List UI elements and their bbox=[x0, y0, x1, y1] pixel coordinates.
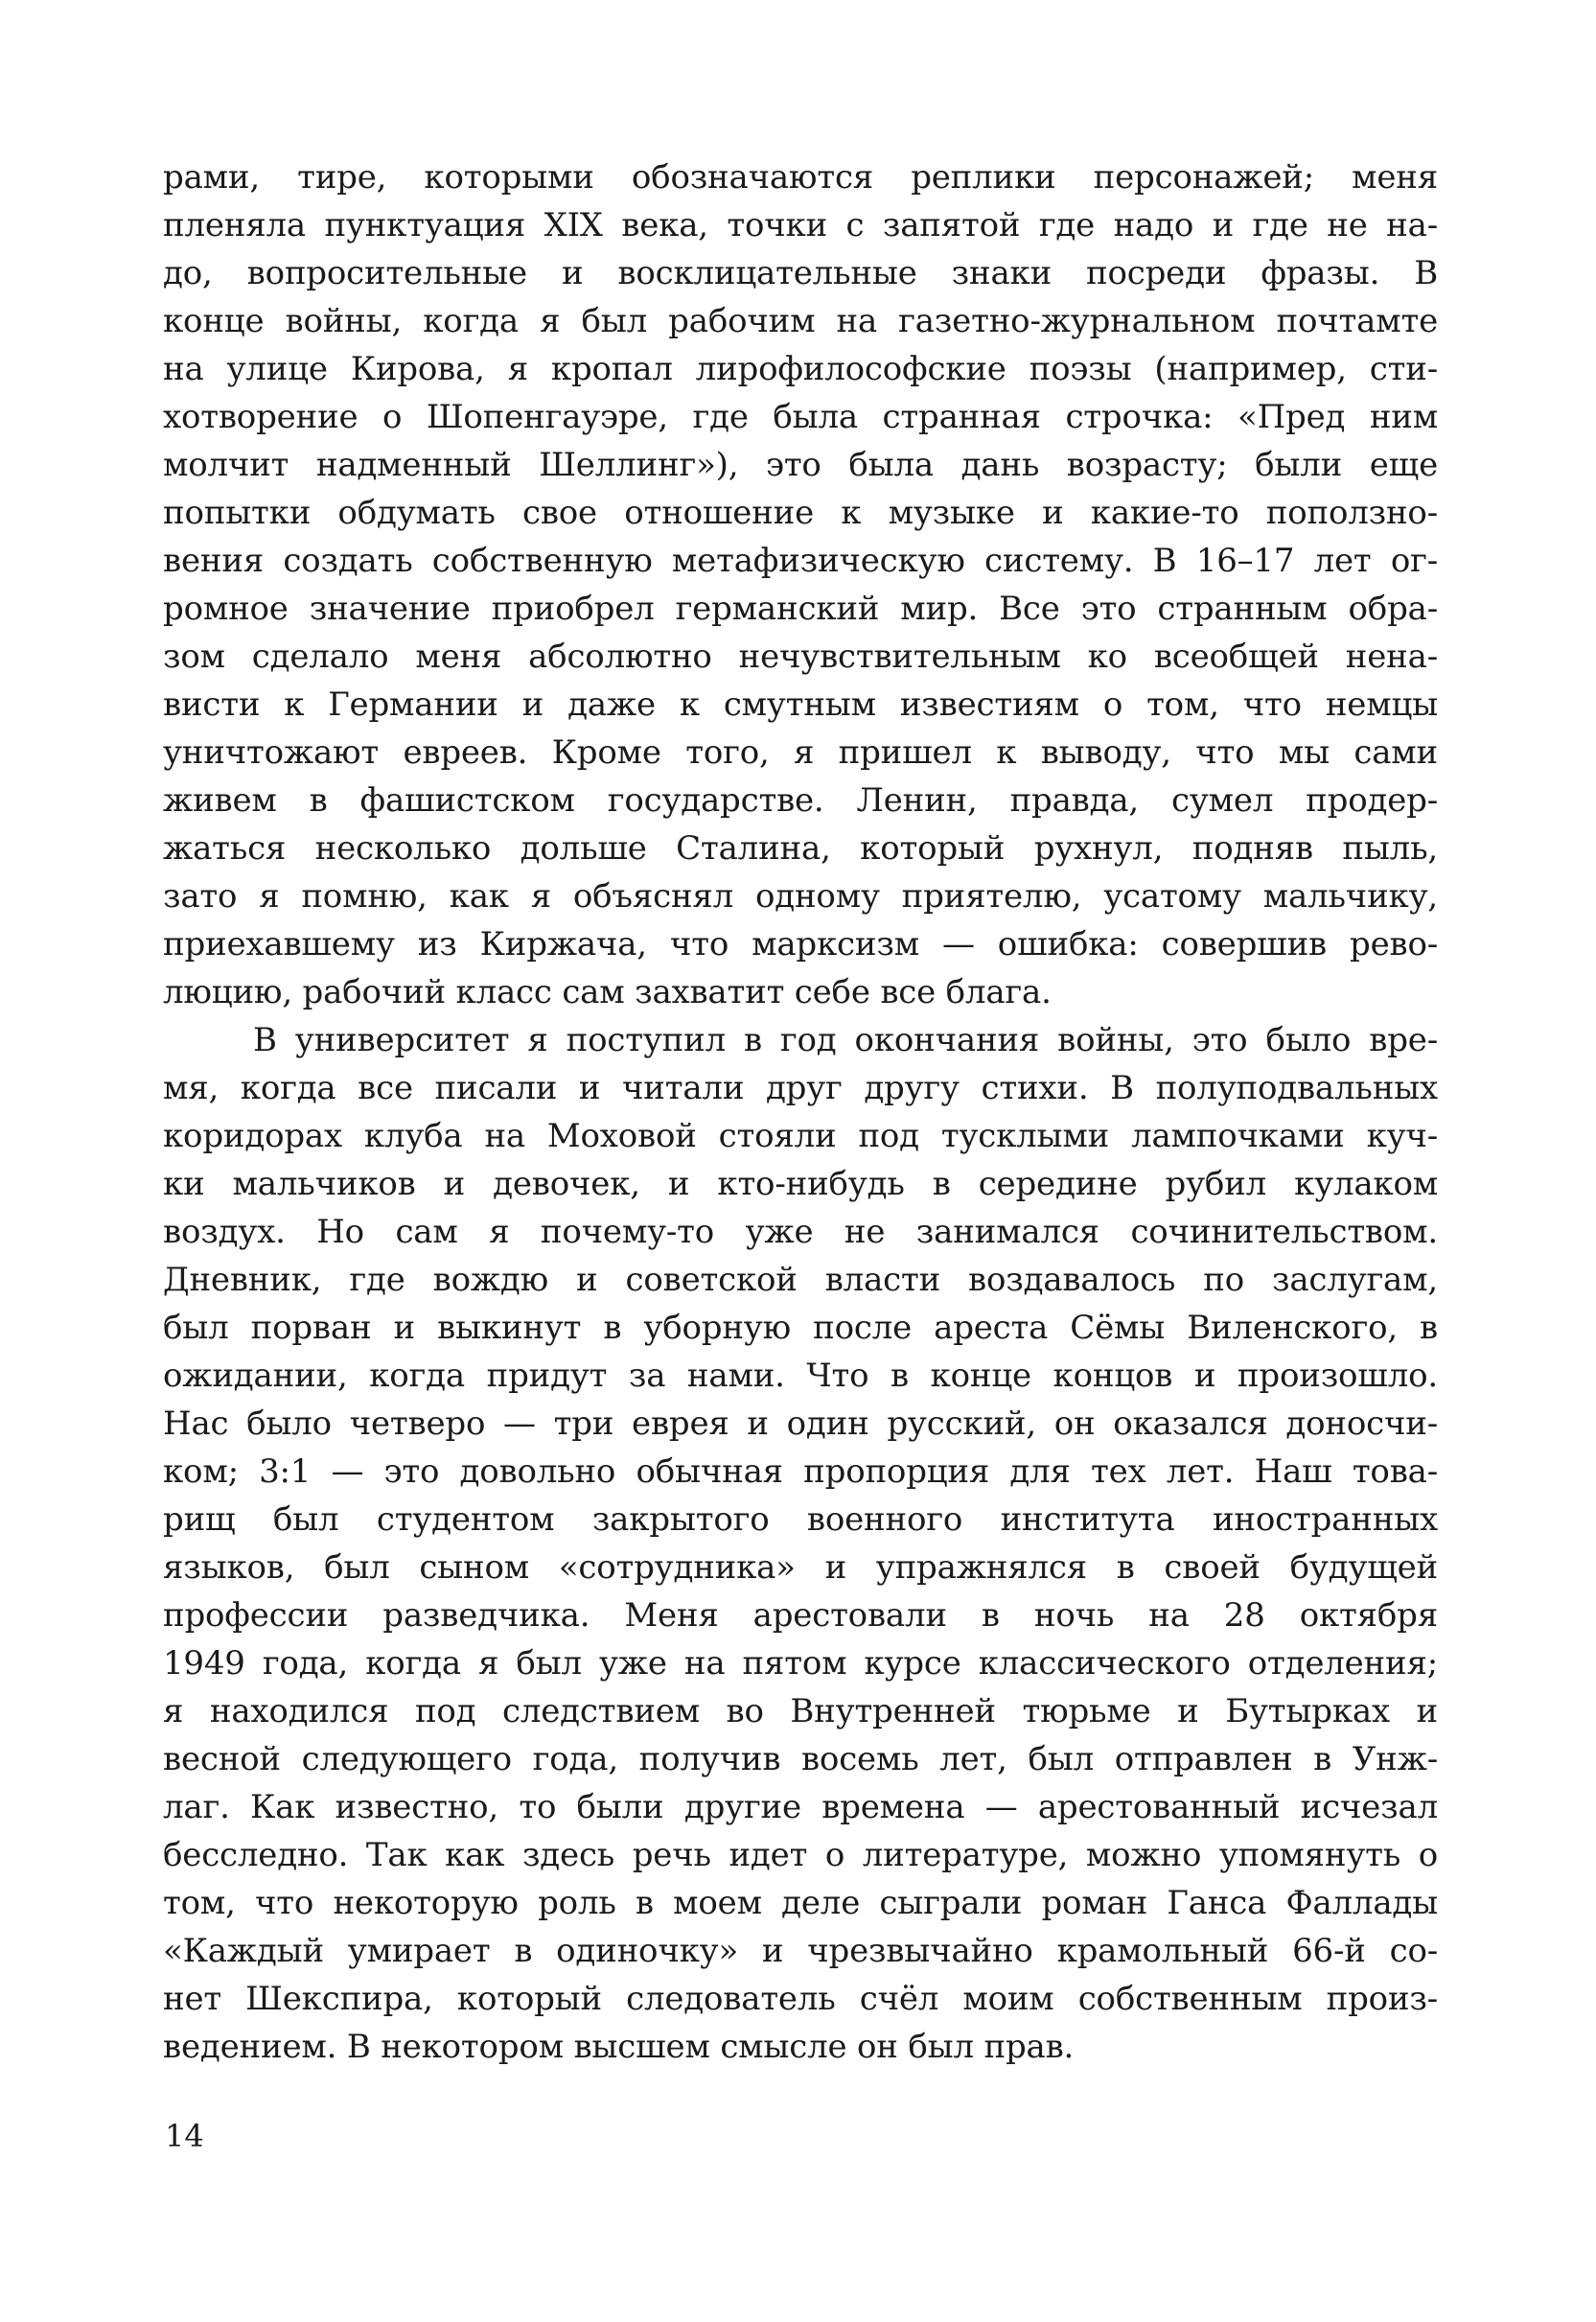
text-line: ведением. В некотором высшем смысле он был прав. bbox=[163, 2028, 1075, 2066]
text-line: висти к Германии и даже к смутным известиям о том, что немцы bbox=[163, 685, 1438, 724]
text-line: молчит надменный Шеллинг»), это была дань возрасту; были еще bbox=[163, 446, 1438, 484]
text-line: том, что некоторую роль в моем деле сыграли роман Ганса Фаллады bbox=[163, 1884, 1438, 1922]
text-line: до, вопросительные и восклицательные знаки посреди фразы. В bbox=[163, 254, 1438, 292]
text-line: жаться несколько дольше Сталина, который рухнул, подняв пыль, bbox=[163, 829, 1438, 868]
text-line: уничтожают евреев. Кроме того, я пришел к выводу, что мы сами bbox=[163, 733, 1438, 772]
page-number: 14 bbox=[165, 2118, 204, 2154]
text-line: ромное значение приобрел германский мир. Все это странным обра- bbox=[163, 590, 1438, 628]
text-line: рищ был студентом закрытого военного института иностранных bbox=[163, 1500, 1438, 1539]
text-line: Дневник, где вождю и советской власти воздавалось по заслугам, bbox=[163, 1261, 1438, 1299]
text-line: профессии разведчика. Меня арестовали в ночь на 28 октября bbox=[163, 1596, 1438, 1635]
text-line: ожидании, когда придут за нами. Что в конце концов и произошло. bbox=[163, 1357, 1438, 1395]
paragraph-2 bbox=[163, 1016, 1438, 2071]
text-line: воздух. Но сам я почему-то уже не занимался сочинительством. bbox=[163, 1213, 1438, 1251]
text-line: рами, тире, которыми обозначаются реплики персонажей; меня bbox=[163, 158, 1438, 197]
text-line: весной следующего года, получив восемь лет, был отправлен в Унж- bbox=[163, 1740, 1438, 1778]
text-line: бесследно. Так как здесь речь идет о литературе, можно упомянуть о bbox=[163, 1836, 1438, 1874]
text-line: нет Шекспира, который следователь счёл моим собственным произ- bbox=[163, 1980, 1438, 2018]
body-text bbox=[163, 153, 1438, 2071]
text-line: ки мальчиков и девочек, и кто-нибудь в середине рубил кулаком bbox=[163, 1165, 1438, 1203]
text-line: хотворение о Шопенгауэре, где была странная строчка: «Пред ним bbox=[163, 398, 1438, 436]
text-line: зом сделало меня абсолютно нечувствительным ко всеобщей нена- bbox=[163, 638, 1438, 676]
text-line: конце войны, когда я был рабочим на газетно-журнальном почтамте bbox=[163, 302, 1438, 340]
text-line: на улице Кирова, я кропал лирофилософские поэзы (например, сти- bbox=[163, 350, 1438, 388]
text-line: коридорах клуба на Моховой стояли под тусклыми лампочками куч- bbox=[163, 1117, 1438, 1155]
text-line: мя, когда все писали и читали друг другу стихи. В полуподвальных bbox=[163, 1069, 1438, 1107]
text-line: языков, был сыном «сотрудника» и упражнялся в своей будущей bbox=[163, 1548, 1438, 1587]
text-line: зато я помню, как я объяснял одному приятелю, усатому мальчику, bbox=[163, 877, 1438, 916]
text-line: живем в фашистском государстве. Ленин, правда, сумел продер- bbox=[163, 781, 1438, 820]
text-line: Нас было четверо — три еврея и один русский, он оказался доносчи- bbox=[163, 1405, 1438, 1443]
text-line: ком; 3:1 — это довольно обычная пропорция для тех лет. Наш това- bbox=[163, 1452, 1438, 1491]
text-line: «Каждый умирает в одиночку» и чрезвычайно крамольный 66-й со- bbox=[163, 1932, 1438, 1970]
text-line: попытки обдумать свое отношение к музыке и какие-то поползно- bbox=[163, 494, 1438, 532]
paragraph-1 bbox=[163, 153, 1438, 1016]
text-line: был порван и выкинут в уборную после ареста Сёмы Виленского, в bbox=[163, 1309, 1438, 1347]
text-line: вения создать собственную метафизическую систему. В 16–17 лет ог- bbox=[163, 542, 1438, 580]
text-line: В университет я поступил в год окончания войны, это было вре- bbox=[253, 1021, 1438, 1059]
text-line: люцию, рабочий класс сам захватит себе все блага. bbox=[163, 973, 1052, 1011]
text-line: 1949 года, когда я был уже на пятом курсе классического отделения; bbox=[163, 1644, 1438, 1683]
text-line: лаг. Как известно, то были другие времена — арестованный исчезал bbox=[163, 1788, 1438, 1826]
text-line: пленяла пунктуация XIX века, точки с запятой где надо и где не на- bbox=[163, 206, 1438, 244]
text-line: я находился под следствием во Внутренней тюрьме и Бутырках и bbox=[163, 1692, 1438, 1730]
text-line: приехавшему из Киржача, что марксизм — ошибка: совершив рево- bbox=[163, 925, 1438, 964]
